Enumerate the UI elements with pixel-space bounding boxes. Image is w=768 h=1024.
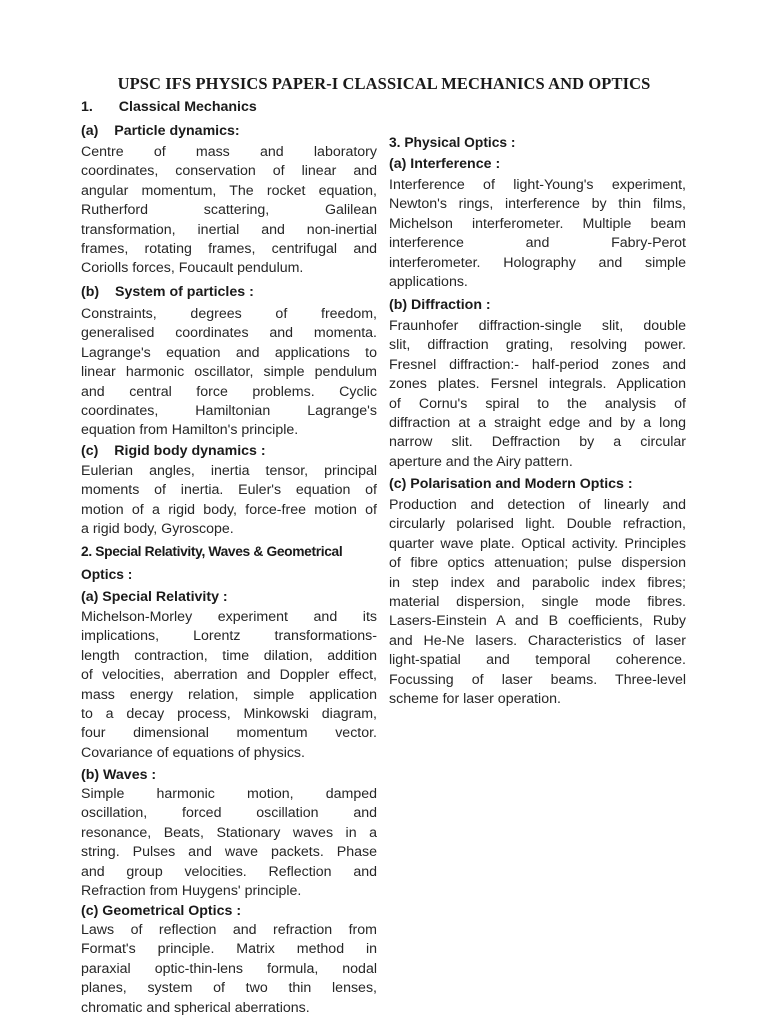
text-line: circularly polarised light. Double refraction, (389, 516, 686, 533)
text-line: Simple harmonic motion, damped (81, 786, 377, 802)
text-line: linear harmonic oscillator, simple pendulum (81, 364, 377, 381)
text-line: chromatic and spherical aberrations. (81, 999, 310, 1016)
geometrical-optics-heading: (c) Geometrical Optics : (81, 903, 242, 919)
text-line: aperture and the Airy pattern. (389, 453, 573, 470)
text-line: planes, system of two thin lenses, (81, 980, 377, 997)
text-line: equation from Hamilton's principle. (81, 422, 299, 439)
subsection-a-heading (81, 122, 240, 140)
text-line: angular momentum, The rocket equation, (81, 182, 377, 199)
text-line: to a decay process, Minkowski diagram, (81, 706, 377, 723)
rigid-body-text (81, 462, 377, 540)
text-line: Coriolls forces, Foucault pendulum. (81, 260, 304, 277)
text-line: slit, diffraction grating, resolving power. (389, 337, 686, 354)
subsection-a-label: (a) (81, 123, 99, 139)
interference-heading: (a) Interference : (389, 156, 501, 172)
subsection-b-label: (b) (81, 284, 100, 300)
text-line: zones plates. Fersnel integrals. Application (389, 376, 686, 393)
text-line: mass energy relation, simple application (81, 686, 377, 703)
text-line: diffraction at a straight edge and by a long (389, 415, 686, 432)
text-line: Interference of light-Young's experiment, (389, 177, 686, 193)
subsection-c-heading (81, 442, 266, 460)
text-line: Lasers-Einstein A and B coefficients, Ruby (389, 613, 686, 630)
text-line: coordinates, Hamiltonian Lagrange's (81, 403, 377, 420)
diffraction-text (389, 317, 686, 472)
text-line: narrow slit. Deffraction by a circular (389, 434, 686, 451)
text-line: motion of a rigid body, force-free motion of (81, 501, 377, 518)
text-line: applications. (389, 274, 468, 291)
diffraction-heading: (b) Diffraction : (389, 297, 491, 313)
subsection-b-title: System of particles : (115, 284, 254, 300)
text-line: of fibre optics attenuation; pulse dispersion (389, 555, 686, 572)
polarisation-heading: (c) Polarisation and Modern Optics : (389, 476, 633, 492)
text-line: Laws of reflection and refraction from (81, 922, 377, 938)
text-line: Centre of mass and laboratory (81, 144, 377, 160)
geometrical-optics-text (81, 921, 377, 1018)
text-line: and He-Ne lasers. Characteristics of laser (389, 632, 686, 649)
text-line: in step index and parabolic index fibres; (389, 574, 686, 591)
text-line: and group velocities. Reflection and (81, 863, 377, 880)
text-line: frames, rotating frames, centrifugal and (81, 241, 377, 258)
waves-text (81, 785, 377, 901)
interference-text (389, 176, 686, 292)
text-line: moments of inertia. Euler's equation of (81, 482, 377, 499)
text-line: resonance, Beats, Stationary waves in a (81, 824, 377, 841)
section-3-heading: 3. Physical Optics : (389, 135, 516, 150)
section-2-heading-line1: 2. Special Relativity, Waves & Geometrical (81, 544, 343, 559)
special-relativity-heading: (a) Special Relativity : (81, 589, 228, 605)
text-line: four dimensional momentum vector. (81, 725, 377, 742)
text-line: Rutherford scattering, Galilean (81, 202, 377, 219)
section-1-title: Classical Mechanics (118, 99, 257, 115)
subsection-c-title: Rigid body dynamics : (114, 443, 266, 459)
text-line: Lagrange's equation and applications to (81, 344, 377, 361)
text-line: interferometer. Holography and simple (389, 254, 686, 271)
text-line: Production and detection of linearly and (389, 497, 686, 513)
text-line: implications, Lorentz transformations- (81, 628, 377, 645)
particle-dynamics-text (81, 143, 377, 279)
text-line: oscillation, forced oscillation and (81, 805, 377, 822)
text-line: of Cornu's spiral to the analysis of (389, 395, 686, 412)
text-line: Fresnel diffraction:- half-period zones and (389, 356, 686, 373)
text-line: Fraunhofer diffraction-single slit, double (389, 318, 686, 334)
text-line: interference and Fabry-Perot (389, 235, 686, 252)
special-relativity-text (81, 608, 377, 763)
text-line: Format's principle. Matrix method in (81, 941, 377, 958)
text-line: generalised coordinates and momenta. (81, 325, 377, 342)
polarisation-text (389, 496, 686, 709)
text-line: and central force problems. Cyclic (81, 383, 377, 400)
text-line: of velocities, aberration and Doppler effect, (81, 667, 377, 684)
text-line: transformation, inertial and non-inertial (81, 221, 377, 238)
text-line: Michelson-Morley experiment and its (81, 609, 377, 625)
text-line: Newton's rings, interference by thin films, (389, 196, 686, 213)
page-title: UPSC IFS PHYSICS PAPER-I CLASSICAL MECHANICS AND OPTICS (117, 74, 651, 93)
subsection-b-heading (81, 283, 254, 301)
section-2-heading-line2: Optics : (81, 567, 133, 582)
text-line: Covariance of equations of physics. (81, 744, 305, 761)
text-line: paraxial optic-thin-lens formula, nodal (81, 960, 377, 977)
section-1-number: 1. (81, 99, 93, 115)
text-line: coordinates, conservation of linear and (81, 163, 377, 180)
section-1-heading (81, 98, 257, 116)
text-line: Constraints, degrees of freedom, (81, 306, 377, 322)
text-line: length contraction, time dilation, addition (81, 647, 377, 664)
text-line: Michelson interferometer. Multiple beam (389, 215, 686, 232)
system-of-particles-text (81, 305, 377, 441)
waves-heading: (b) Waves : (81, 767, 157, 783)
subsection-a-title: Particle dynamics: (114, 123, 240, 139)
text-line: Focussing of laser beams. Three-level (389, 671, 686, 688)
text-line: a rigid body, Gyroscope. (81, 521, 234, 538)
text-line: Refraction from Huygens' principle. (81, 883, 302, 900)
text-line: scheme for laser operation. (389, 691, 561, 708)
text-line: string. Pulses and wave packets. Phase (81, 844, 377, 861)
text-line: quarter wave plate. Optical activity. Principles (389, 535, 686, 552)
text-line: material dispersion, single mode fibres. (389, 594, 686, 611)
text-line: Eulerian angles, inertia tensor, principal (81, 463, 377, 479)
subsection-c-label: (c) (81, 443, 99, 459)
text-line: light-spatial and temporal coherence. (389, 652, 686, 669)
